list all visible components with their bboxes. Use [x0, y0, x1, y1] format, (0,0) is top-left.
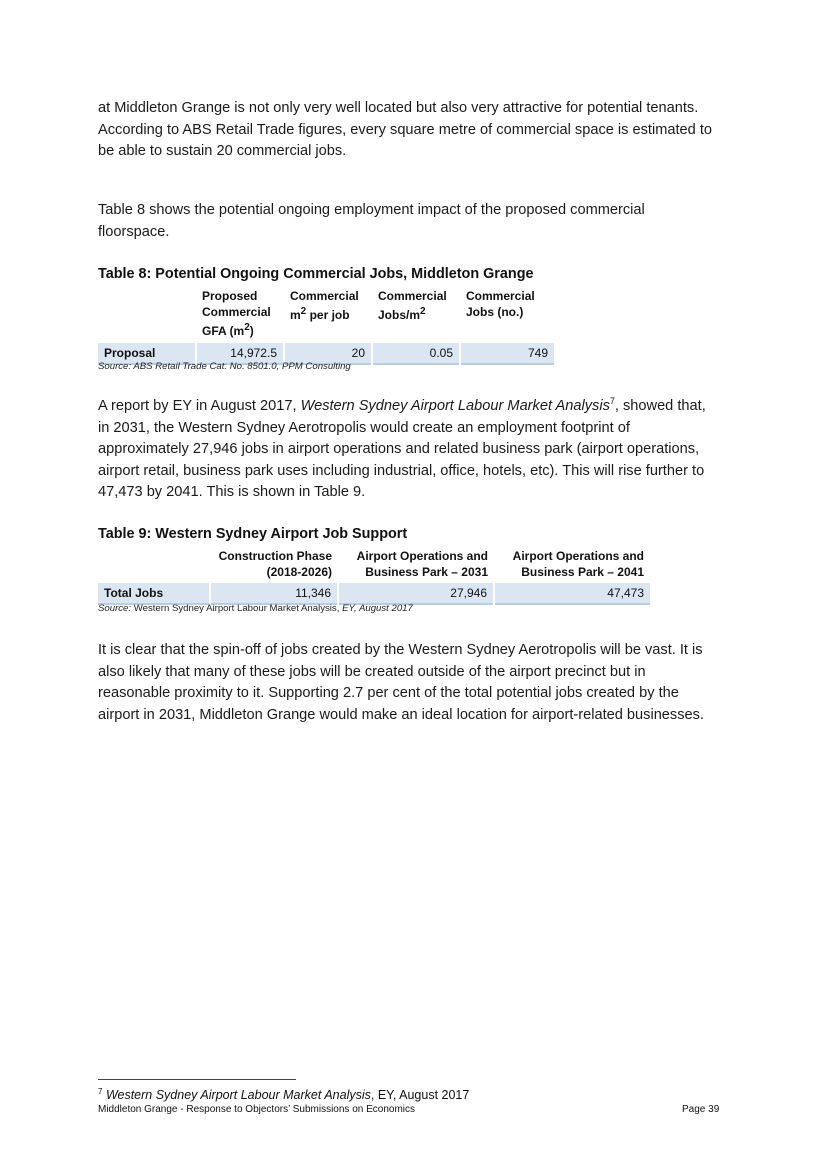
footer-page-number: Page 39 — [682, 1104, 720, 1115]
table8-cell-gfa: 14,972.5 — [196, 343, 284, 364]
table9-source: Source: Western Sydney Airport Labour Market Analysis, EY, August 2017 — [98, 603, 413, 614]
table9-header-empty — [98, 548, 210, 580]
table8-header-empty — [98, 288, 196, 339]
footer-document-title: Middleton Grange - Response to Objectors’ Submissions on Economics — [98, 1104, 416, 1115]
table9-cell-construction: 11,346 — [210, 583, 338, 604]
table9-title: Table 9: Western Sydney Airport Job Support — [98, 526, 408, 542]
table8-header-gfa: Proposed Commercial GFA $(m^2)$ — [202, 289, 271, 338]
paragraph-2: According to ABS Retail Trade figures, every square metre of commercial space is estimated to be able to sustain 20 commercial jobs. — [98, 121, 713, 159]
table9-row-label: Total Jobs — [98, 583, 210, 604]
table8-header-jobs-no: Commercial Jobs (no.) — [466, 289, 535, 319]
paragraph-5: It is clear that the spin-off of jobs created by the Western Sydney Aerotropolis will be vast. It is also likely that many of these jobs will be created outside of the airport precinct but in reasonable proximity to it. Supporting 2.7 per cent of the total potential jobs created by the airport in 2031, Middleton Grange would make an ideal location for airport-related businesses. — [98, 642, 704, 723]
footnote-ref: 7 — [609, 396, 615, 407]
footnote: $^7$ Western Sydney Airport Labour Market Analysis, EY, August 2017 — [98, 1087, 470, 1103]
table8-row-label: Proposal — [98, 343, 196, 364]
table9-header-ops-2031: Airport Operations and Business Park – 2031 — [356, 549, 488, 579]
table-row — [98, 583, 650, 604]
table9-header-ops-2041: Airport Operations and Business Park – 2041 — [512, 549, 644, 579]
table9-cell-2031: 27,946 — [338, 583, 494, 604]
table8 — [98, 288, 554, 365]
table9-header-construction: Construction Phase (2018-2026) — [218, 549, 332, 579]
table8-cell-jobs-no: 749 — [460, 343, 554, 364]
paragraph-1: at Middleton Grange is not only very well located but also very attractive for potential tenants. — [98, 100, 699, 116]
table9-cell-2041: 47,473 — [494, 583, 650, 604]
report-title: Western Sydney Airport Labour Market Analysis — [300, 398, 610, 414]
paragraph-intro — [98, 98, 720, 163]
footnote-divider — [98, 1079, 296, 1080]
table8-header-m2-per-job: Commercial $m^2$ per job — [290, 289, 359, 322]
table8-title: Table 8: Potential Ongoing Commercial Jobs, Middleton Grange — [98, 266, 534, 282]
paragraph-4: A report by EY in August 2017, Western Sydney Airport Labour Market Analysis$^7$, showed that, in 2031, the Western Sydney Aerotropolis would create an employment footprint of approximately 27,946 jobs in airport operations and related business park (airport operations, airport retail, business park uses including industrial, office, hotels, etc). This will rise further to 47,473 by 2041. This is shown in Table 9. — [98, 396, 706, 500]
table9 — [98, 548, 650, 605]
table8-source: Source: ABS Retail Trade Cat. No. 8501.0, PPM Consulting — [98, 361, 351, 372]
table8-header-jobs-per-m2: Commercial Jobs/$m^2$ — [378, 289, 447, 322]
table8-cell-m2-per-job: 20 — [284, 343, 372, 364]
paragraph-3: Table 8 shows the potential ongoing employment impact of the proposed commercial floorspace. — [98, 202, 645, 240]
table8-cell-jobs-per-m2: 0.05 — [372, 343, 460, 364]
